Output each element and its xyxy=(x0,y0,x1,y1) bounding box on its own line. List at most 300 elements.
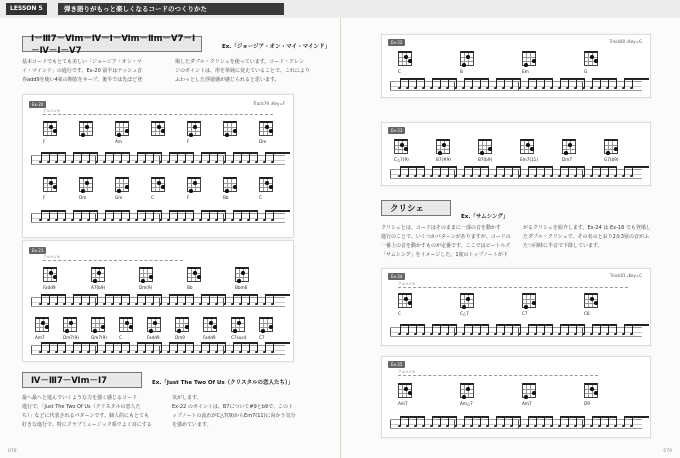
note-beam xyxy=(201,152,226,154)
staff-21a xyxy=(31,297,285,307)
chord-diagram xyxy=(522,383,536,398)
chord-diagram xyxy=(63,317,77,332)
rhythm-note xyxy=(408,417,409,426)
rhythm-note xyxy=(265,295,266,304)
chord-name: A7(b9) xyxy=(91,285,106,290)
rhythm-note xyxy=(456,417,457,426)
bar-line xyxy=(390,82,391,90)
rhythm-note xyxy=(81,211,82,220)
note-beam xyxy=(464,416,489,418)
rhythm-note xyxy=(512,417,513,426)
rhythm-note xyxy=(129,343,130,352)
rhythm-note xyxy=(113,343,114,352)
rhythm-note xyxy=(105,153,106,162)
bar-line xyxy=(31,214,32,222)
chord-name: B7(#9) xyxy=(436,157,451,162)
track-label-80: Track80 ♩Key=G xyxy=(609,39,642,44)
rhythm-note xyxy=(209,343,210,352)
rhythm-note xyxy=(616,167,617,176)
rhythm-note xyxy=(257,153,258,162)
rhythm-note xyxy=(632,417,633,426)
note-beam xyxy=(169,294,194,296)
rhythm-note xyxy=(424,167,425,176)
note-beam xyxy=(624,166,649,168)
rhythm-note xyxy=(512,167,513,176)
chord-diagram xyxy=(398,293,412,308)
rhythm-note xyxy=(73,343,74,352)
note-beam xyxy=(41,210,66,212)
rhythm-note xyxy=(113,211,114,220)
note-beam xyxy=(496,416,521,418)
rhythm-note xyxy=(169,295,170,304)
example-20-sheet xyxy=(22,94,294,238)
chord-diagram xyxy=(460,51,474,66)
chord-name: C xyxy=(259,195,262,200)
rhythm-note xyxy=(201,211,202,220)
chord-diagram xyxy=(187,121,201,136)
rhythm-note xyxy=(488,167,489,176)
example-25-sheet xyxy=(381,356,651,438)
chord-name: Am7 xyxy=(35,335,45,340)
rhythm-note xyxy=(177,153,178,162)
rhythm-note xyxy=(113,153,114,162)
bar-line xyxy=(518,420,519,428)
note-beam xyxy=(432,166,457,168)
rhythm-note xyxy=(432,167,433,176)
rhythm-note xyxy=(145,343,146,352)
rhythm-note xyxy=(400,167,401,176)
rhythm-note xyxy=(584,79,585,88)
chord-diagram xyxy=(584,383,598,398)
rhythm-note xyxy=(185,153,186,162)
bar-line xyxy=(31,156,32,164)
chord-name: Dm xyxy=(79,195,87,200)
rhythm-note xyxy=(49,211,50,220)
rhythm-note xyxy=(265,153,266,162)
note-beam xyxy=(624,324,649,326)
note-beam xyxy=(233,294,258,296)
left-page xyxy=(0,18,340,458)
note-beam xyxy=(73,294,98,296)
paragraph-2a: 最へ最へと進んでいくような力を強く感じるコード 進行で、「Just The Two Of Us（クリスタルの恋人た ち）」などに代表されるパターンです。個人的にもとても 好きな進行で、特にクラブミュージック系でよく耳にする xyxy=(22,395,152,428)
chord-name: C△7 xyxy=(460,311,469,316)
rhythm-note xyxy=(632,79,633,88)
rhythm-note xyxy=(448,325,449,334)
rhythm-note xyxy=(201,295,202,304)
chord-diagram xyxy=(520,139,534,154)
chord-diagram xyxy=(584,293,598,308)
rhythm-note xyxy=(97,211,98,220)
rhythm-note xyxy=(528,79,529,88)
rhythm-note xyxy=(624,79,625,88)
note-beam xyxy=(624,416,649,418)
chord-name: C xyxy=(119,335,122,340)
rhythm-note xyxy=(241,153,242,162)
chord-diagram xyxy=(119,317,133,332)
chord-name: F xyxy=(43,195,46,200)
rhythm-note xyxy=(448,167,449,176)
rhythm-note xyxy=(273,211,274,220)
rhythm-note xyxy=(185,295,186,304)
rhythm-note xyxy=(137,343,138,352)
rhythm-note xyxy=(57,343,58,352)
rhythm-note xyxy=(41,343,42,352)
rhythm-note xyxy=(57,211,58,220)
rhythm-note xyxy=(592,417,593,426)
chord-name: Fadd9 xyxy=(43,285,56,290)
chord-diagram xyxy=(394,139,408,154)
rhythm-note xyxy=(193,211,194,220)
note-beam xyxy=(137,152,162,154)
example-23-sheet xyxy=(381,122,651,186)
rhythm-note xyxy=(456,167,457,176)
note-beam xyxy=(592,416,617,418)
rhythm-note xyxy=(416,325,417,334)
note-beam xyxy=(233,152,258,154)
rhythm-note xyxy=(177,343,178,352)
note-beam xyxy=(73,152,98,154)
chord-diagram xyxy=(147,317,161,332)
rhythm-note xyxy=(153,343,154,352)
paragraph-2b: 気がします。 Ex-22 のポイントは、B7について#9とb9で、このト ップノートの流れがC△7(9)からEm7(11)に向かう気分 を強めています。 xyxy=(172,395,296,428)
note-beam xyxy=(137,342,162,344)
rhythm-note xyxy=(97,153,98,162)
rhythm-note xyxy=(185,343,186,352)
chord-name: Am△7 xyxy=(460,401,473,406)
chord-diagram xyxy=(203,317,217,332)
chord-name: Dm(9) xyxy=(139,285,153,290)
rhythm-note xyxy=(592,325,593,334)
rhythm-note xyxy=(193,295,194,304)
rhythm-note xyxy=(576,167,577,176)
note-beam xyxy=(201,342,226,344)
arpeggio-label: アルペジオ xyxy=(398,370,598,376)
chord-diagram xyxy=(562,139,576,154)
note-beam xyxy=(105,294,130,296)
note-beam xyxy=(432,324,457,326)
rhythm-note xyxy=(49,343,50,352)
chord-name: C xyxy=(398,69,401,74)
rhythm-note xyxy=(416,167,417,176)
note-beam xyxy=(528,78,553,80)
note-beam xyxy=(169,210,194,212)
rhythm-note xyxy=(560,167,561,176)
rhythm-note xyxy=(520,417,521,426)
rhythm-note xyxy=(233,153,234,162)
note-beam xyxy=(432,78,457,80)
rhythm-note xyxy=(241,211,242,220)
note-beam xyxy=(464,166,489,168)
note-beam xyxy=(41,294,66,296)
rhythm-note xyxy=(129,211,130,220)
chord-diagram xyxy=(259,317,273,332)
chord-diagram xyxy=(259,177,273,192)
rhythm-note xyxy=(624,167,625,176)
note-beam xyxy=(496,166,521,168)
rhythm-note xyxy=(73,295,74,304)
rhythm-note xyxy=(97,295,98,304)
rhythm-note xyxy=(265,211,266,220)
rhythm-note xyxy=(552,417,553,426)
rhythm-note xyxy=(65,153,66,162)
bar-line xyxy=(31,346,32,354)
rhythm-note xyxy=(440,325,441,334)
bar-line xyxy=(454,170,455,178)
rhythm-note xyxy=(528,167,529,176)
paragraph-3a: クリシェとは、コードはそのままに一部の音を動かす 進行のことで、いくつかパターンがありますが、コードの 一番上の音を動かすものが定番です。ここではビートルズ 「サムシング」をイメージした、1度のトップノートが下 xyxy=(381,225,511,258)
chord-diagram xyxy=(398,383,412,398)
note-beam xyxy=(265,152,290,154)
rhythm-note xyxy=(233,211,234,220)
rhythm-note xyxy=(544,417,545,426)
rhythm-note xyxy=(145,153,146,162)
rhythm-note xyxy=(600,417,601,426)
rhythm-note xyxy=(233,295,234,304)
track-label-81: Track81 ♩Key=C xyxy=(609,273,642,278)
note-beam xyxy=(400,78,425,80)
rhythm-note xyxy=(145,211,146,220)
chord-name: C xyxy=(151,195,154,200)
rhythm-note xyxy=(225,343,226,352)
chord-diagram xyxy=(115,177,129,192)
rhythm-note xyxy=(432,417,433,426)
rhythm-note xyxy=(456,79,457,88)
bar-line xyxy=(518,82,519,90)
chord-name: F xyxy=(187,195,190,200)
rhythm-note xyxy=(57,153,58,162)
rhythm-note xyxy=(145,295,146,304)
rhythm-note xyxy=(464,325,465,334)
example-20-badge: Ex-20 xyxy=(29,101,46,108)
rhythm-note xyxy=(217,211,218,220)
rhythm-note xyxy=(193,153,194,162)
bar-line xyxy=(159,346,160,354)
rhythm-note xyxy=(544,325,545,334)
note-beam xyxy=(400,166,425,168)
rhythm-note xyxy=(257,295,258,304)
rhythm-note xyxy=(177,211,178,220)
rhythm-note xyxy=(528,417,529,426)
rhythm-note xyxy=(217,343,218,352)
chord-diagram xyxy=(79,177,93,192)
chord-diagram xyxy=(187,177,201,192)
chord-diagram xyxy=(478,139,492,154)
chord-name: F xyxy=(187,139,190,144)
rhythm-note xyxy=(432,79,433,88)
rhythm-note xyxy=(249,211,250,220)
rhythm-note xyxy=(464,79,465,88)
chord-name: C7 xyxy=(522,311,528,316)
rhythm-note xyxy=(97,343,98,352)
rhythm-note xyxy=(41,211,42,220)
rhythm-note xyxy=(560,417,561,426)
rhythm-note xyxy=(49,153,50,162)
chord-diagram xyxy=(460,383,474,398)
rhythm-note xyxy=(568,417,569,426)
rhythm-note xyxy=(632,167,633,176)
chord-diagram xyxy=(231,317,245,332)
rhythm-note xyxy=(480,325,481,334)
rhythm-note xyxy=(41,295,42,304)
chord-diagram xyxy=(91,267,105,282)
example-23-badge: Ex-23 xyxy=(388,127,405,134)
note-beam xyxy=(464,78,489,80)
chord-diagram xyxy=(79,121,93,136)
rhythm-note xyxy=(129,153,130,162)
note-beam xyxy=(105,342,130,344)
chord-name: Bbm6 xyxy=(235,285,248,290)
bar-line xyxy=(390,170,391,178)
rhythm-note xyxy=(49,295,50,304)
note-beam xyxy=(496,78,521,80)
rhythm-note xyxy=(233,343,234,352)
rhythm-note xyxy=(225,153,226,162)
bar-line xyxy=(223,346,224,354)
arpeggio-label: アルペジオ xyxy=(43,109,273,115)
chord-name: G xyxy=(584,69,588,74)
rhythm-note xyxy=(105,211,106,220)
rhythm-note xyxy=(432,325,433,334)
paragraph-1b: 場したダブル・クリシェを使っています。コード・アレン ジのポイントは、形を単純に変えていることで、これにより ふわっとした浮遊感が感じられると思います。 xyxy=(175,59,310,83)
rhythm-note xyxy=(81,153,82,162)
rhythm-note xyxy=(592,167,593,176)
rhythm-note xyxy=(416,79,417,88)
rhythm-note xyxy=(536,167,537,176)
bar-line xyxy=(159,214,160,222)
rhythm-note xyxy=(89,211,90,220)
rhythm-note xyxy=(608,325,609,334)
chord-name: Dm xyxy=(259,139,267,144)
rhythm-note xyxy=(488,417,489,426)
chord-name: Am7 xyxy=(398,401,408,406)
chord-diagram xyxy=(223,121,237,136)
rhythm-note xyxy=(584,167,585,176)
chord-name: Fadd9 xyxy=(203,335,216,340)
rhythm-note xyxy=(65,211,66,220)
chord-name: Am7 xyxy=(522,401,532,406)
rhythm-note xyxy=(249,295,250,304)
note-beam xyxy=(73,342,98,344)
rhythm-note xyxy=(153,295,154,304)
example-24-sheet xyxy=(381,268,651,346)
rhythm-note xyxy=(464,167,465,176)
rhythm-note xyxy=(65,343,66,352)
bar-line xyxy=(223,156,224,164)
example-21-badge: Ex-21 xyxy=(29,247,46,254)
bar-line xyxy=(95,298,96,306)
bar-line xyxy=(582,420,583,428)
rhythm-note xyxy=(73,211,74,220)
bar-line xyxy=(390,420,391,428)
example-25-badge: Ex-25 xyxy=(388,361,405,368)
rhythm-note xyxy=(472,79,473,88)
rhythm-note xyxy=(624,417,625,426)
staff-22 xyxy=(390,81,642,91)
chord-name: Fadd9 xyxy=(147,335,160,340)
note-beam xyxy=(560,166,585,168)
rhythm-note xyxy=(129,295,130,304)
note-beam xyxy=(265,210,290,212)
lesson-title: 弾き語りがもっと楽しくなるコードのつくりかた xyxy=(58,3,284,15)
rhythm-note xyxy=(592,79,593,88)
chord-name: Dm7 xyxy=(562,157,572,162)
rhythm-note xyxy=(400,325,401,334)
rhythm-note xyxy=(624,325,625,334)
bar-line xyxy=(518,328,519,336)
chord-name: C7 xyxy=(259,335,265,340)
rhythm-note xyxy=(600,79,601,88)
rhythm-note xyxy=(209,153,210,162)
chord-diagram xyxy=(43,121,57,136)
rhythm-note xyxy=(41,153,42,162)
chord-diagram xyxy=(115,121,129,136)
rhythm-note xyxy=(185,211,186,220)
rhythm-note xyxy=(504,417,505,426)
rhythm-note xyxy=(584,417,585,426)
note-beam xyxy=(464,324,489,326)
rhythm-note xyxy=(632,325,633,334)
rhythm-note xyxy=(488,79,489,88)
rhythm-note xyxy=(496,79,497,88)
rhythm-note xyxy=(137,153,138,162)
rhythm-note xyxy=(161,153,162,162)
rhythm-note xyxy=(153,211,154,220)
track-label-79: Track79 ♩Key=F xyxy=(253,101,285,106)
note-beam xyxy=(400,324,425,326)
rhythm-note xyxy=(241,295,242,304)
rhythm-note xyxy=(600,167,601,176)
chord-name: Dm9 xyxy=(175,335,185,340)
rhythm-note xyxy=(121,295,122,304)
rhythm-note xyxy=(400,417,401,426)
chord-name: D9 xyxy=(584,401,590,406)
rhythm-note xyxy=(424,79,425,88)
rhythm-note xyxy=(121,211,122,220)
note-beam xyxy=(265,294,290,296)
rhythm-note xyxy=(440,79,441,88)
chord-diagram xyxy=(223,177,237,192)
chord-name: C6 xyxy=(584,311,590,316)
rhythm-note xyxy=(201,153,202,162)
rhythm-note xyxy=(400,79,401,88)
page-number-left: 078 xyxy=(8,449,17,454)
bar-line xyxy=(454,82,455,90)
note-beam xyxy=(105,152,130,154)
rhythm-note xyxy=(257,211,258,220)
rhythm-note xyxy=(536,79,537,88)
section-title-3: クリシェ xyxy=(381,200,451,216)
bar-line xyxy=(390,328,391,336)
rhythm-note xyxy=(512,325,513,334)
chord-diagram xyxy=(522,51,536,66)
bar-line xyxy=(454,420,455,428)
rhythm-note xyxy=(89,153,90,162)
chord-diagram xyxy=(151,121,165,136)
bar-line xyxy=(223,214,224,222)
rhythm-note xyxy=(153,153,154,162)
rhythm-note xyxy=(560,79,561,88)
note-beam xyxy=(73,210,98,212)
rhythm-note xyxy=(408,325,409,334)
rhythm-note xyxy=(568,325,569,334)
note-beam xyxy=(400,416,425,418)
section-title-1: I－Ⅲ7－Ⅵm－Ⅳ－I－Ⅵm－Ⅱm－V7－I－Ⅳ－I－V7 xyxy=(22,36,202,52)
chord-diagram xyxy=(235,267,249,282)
rhythm-note xyxy=(456,325,457,334)
rhythm-note xyxy=(209,211,210,220)
rhythm-note xyxy=(169,343,170,352)
rhythm-note xyxy=(608,167,609,176)
